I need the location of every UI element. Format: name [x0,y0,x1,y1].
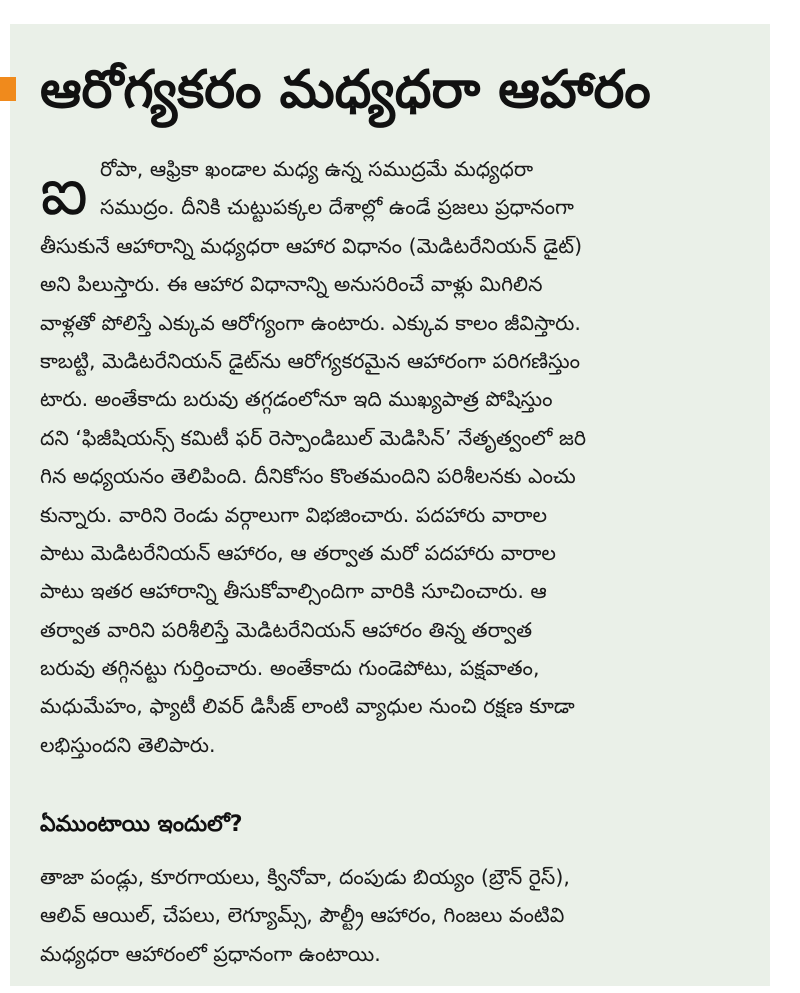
body-line: బరువు తగ్గినట్టు గుర్తించారు. అంతేకాదు గుండెపోటు, పక్షవాతం, [40,656,540,681]
body-line: దని ‘ఫిజీషియన్స్ కమిటీ ఫర్ రెస్పాండిబుల్ మెడిసిన్’ నేతృత్వంలో జరి [40,425,586,450]
body-line: టారు. అంతేకాదు బరువు తగ్గడంలోనూ ఇది ముఖ్యపాత్ర పోషిస్తుం [40,387,553,412]
article-headline: ఆరోగ్యకరం మధ్యధరా ఆహారం [40,60,651,120]
body-line: వాళ్లతో పోలిస్తే ఎక్కువ ఆరోగ్యంగా ఉంటారు. ఎక్కువ కాలం జీవిస్తారు. [40,310,581,335]
body-line: పాటు మెడిటరేనియన్ ఆహారం, ఆ తర్వాత మరో పదహారు వారాల [40,540,556,565]
section-body [40,858,752,973]
section-line: ఆలివ్ ఆయిల్, చేపలు, లెగ్యూమ్స్, పౌల్ట్రీ ఆహారం, గింజలు వంటివి [40,903,565,928]
body-line: అని పిలుస్తారు. ఈ ఆహార విధానాన్ని అనుసరించే వాళ్లు మిగిలిన [40,272,543,297]
body-line: లభిస్తుందని తెలిపారు. [40,732,216,757]
body-line: గిన అధ్యయనం తెలిపింది. దీనికోసం కొంతమందిని పరిశీలనకు ఎంచు [40,464,576,489]
body-line: మధుమేహం, ఫ్యాటీ లివర్ డిసీజ్ లాంటి వ్యాధుల నుంచి రక్షణ కూడా [40,694,575,719]
body-line: పాటు ఇతర ఆహారాన్ని తీసుకోవాల్సిందిగా వారికి సూచించారు. ఆ [40,579,547,604]
section-heading: ఏముంటాయి ఇందులో? [40,812,243,837]
body-line: కాబట్టి, మెడిటరేనియన్ డైట్‌ను ఆరోగ్యకరమైన ఆహారంగా పరిగణిస్తుం [40,348,580,373]
section-line: మధ్యధరా ఆహారంలో ప్రధానంగా ఉంటాయి. [40,941,381,966]
body-line: తర్వాత వారిని పరిశీలిస్తే మెడిటరేనియన్ ఆహారం తిన్న తర్వాత [40,617,533,642]
drop-cap: ఐ [40,153,88,230]
body-line: తీసుకునే ఆహారాన్ని మధ్యధరా ఆహార విధానం (మెడిటరేనియన్ డైట్) [40,233,583,258]
section-line: తాజా పండ్లు, కూరగాయలు, క్వినోవా, దంపుడు బియ్యం (బ్రౌన్ రైస్), [40,865,570,889]
body-line: రోపా, ఆఫ్రికా ఖండాల మధ్య ఉన్న సముద్రమే మధ్యధరా [100,157,534,181]
article-body [40,150,752,780]
body-line: సముద్రం. దీనికి చుట్టుపక్కల దేశాల్లో ఉండే ప్రజలు ప్రధానంగా [100,195,574,220]
headline-accent-marker [0,77,16,101]
body-line: కున్నారు. వారిని రెండు వర్గాలుగా విభజించారు. పదహారు వారాల [40,502,548,527]
